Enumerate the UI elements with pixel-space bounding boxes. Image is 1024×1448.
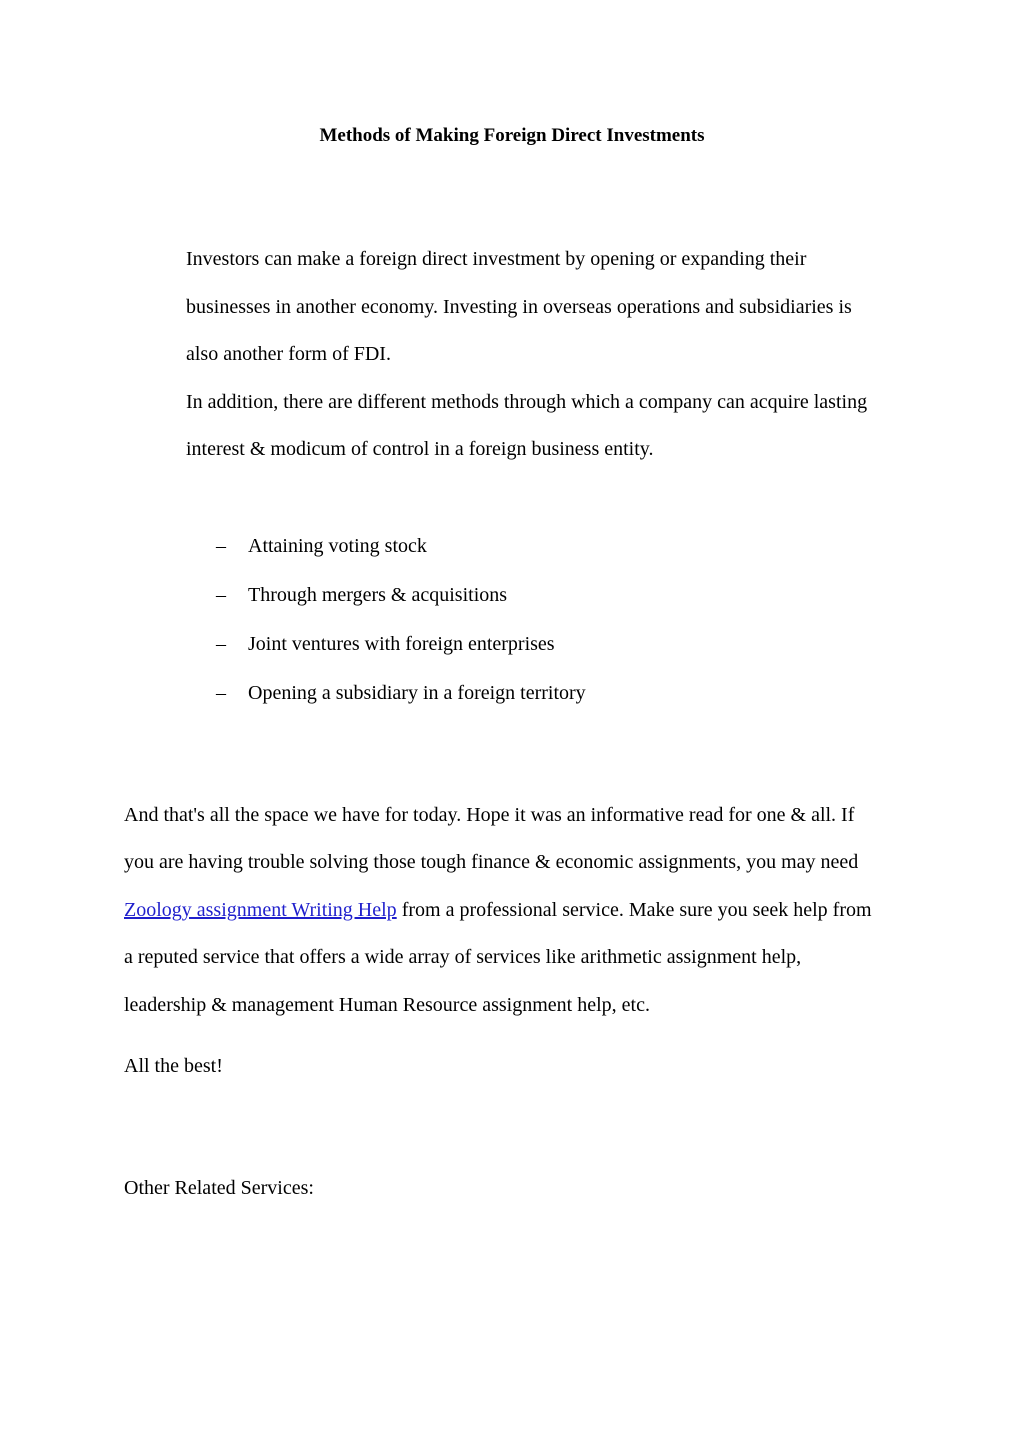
list-item bbox=[216, 680, 586, 706]
sign-off: All the best! bbox=[124, 1055, 223, 1077]
intro-line-3: also another form of FDI. bbox=[186, 343, 391, 365]
list-item bbox=[216, 533, 427, 559]
list-item bbox=[216, 582, 507, 608]
closing-line-4: a reputed service that offers a wide array of services like arithmetic assignment help, bbox=[124, 946, 802, 968]
intro-line-5: interest & modicum of control in a foreign business entity. bbox=[186, 438, 654, 460]
list-item-label: Attaining voting stock bbox=[248, 535, 427, 557]
list-marker: – bbox=[216, 584, 226, 606]
related-services-heading: Other Related Services: bbox=[124, 1177, 314, 1199]
list-marker: – bbox=[216, 633, 226, 655]
closing-line-3-text: from a professional service. Make sure you seek help from bbox=[396, 899, 872, 921]
intro-line-4: In addition, there are different methods through which a company can acquire lasting bbox=[186, 391, 868, 413]
closing-line-3 bbox=[124, 897, 872, 923]
list-item bbox=[216, 631, 555, 657]
list-item-label: Joint ventures with foreign enterprises bbox=[248, 633, 555, 655]
zoology-help-link[interactable]: Zoology assignment Writing Help bbox=[124, 899, 397, 921]
list-marker: – bbox=[216, 682, 226, 704]
closing-line-5: leadership & management Human Resource assignment help, etc. bbox=[124, 994, 650, 1016]
page-title: Methods of Making Foreign Direct Investments bbox=[319, 125, 705, 146]
list-item-label: Through mergers & acquisitions bbox=[248, 584, 508, 606]
intro-line-2: businesses in another economy. Investing in overseas operations and subsidiaries is bbox=[186, 296, 852, 318]
closing-line-1: And that's all the space we have for today. Hope it was an informative read for one & all. If bbox=[124, 804, 855, 826]
list-marker: – bbox=[216, 535, 226, 557]
intro-line-1: Investors can make a foreign direct investment by opening or expanding their bbox=[186, 248, 807, 270]
list-item-label: Opening a subsidiary in a foreign territory bbox=[248, 682, 586, 704]
closing-line-2: you are having trouble solving those tough finance & economic assignments, you may need bbox=[124, 851, 859, 873]
